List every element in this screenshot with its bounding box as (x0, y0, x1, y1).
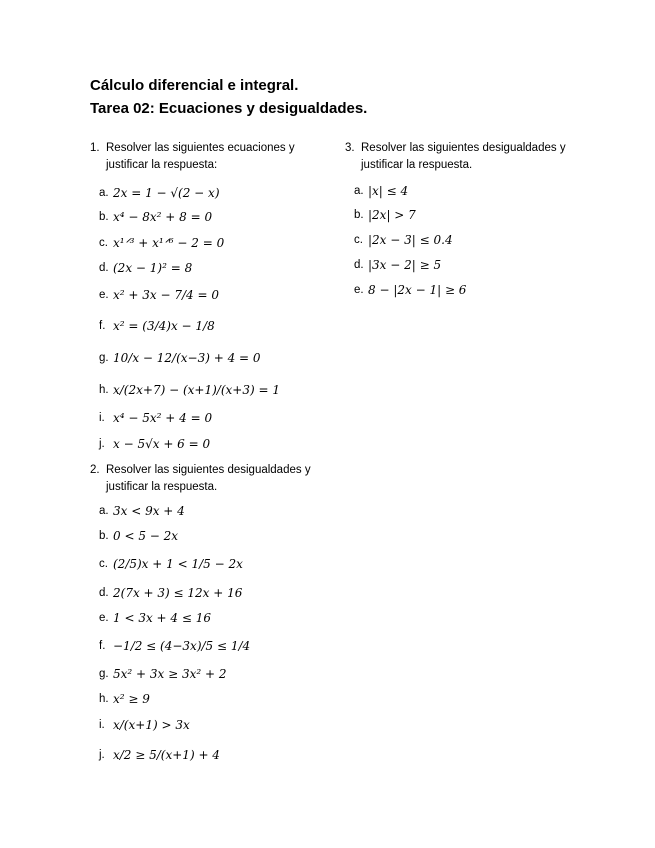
section-2-heading (90, 462, 315, 496)
item-letter: a. (99, 187, 109, 199)
section-1 (90, 140, 315, 451)
list-item (354, 279, 466, 301)
section-1-number: 1. (90, 142, 100, 154)
item-letter: c. (354, 234, 363, 246)
list-item (354, 204, 416, 226)
item-letter: g. (99, 668, 109, 680)
item-expression: 10/x − 12/(x−3) + 4 = 0 (113, 351, 261, 365)
item-expression: 0 < 5 − 2x (113, 529, 179, 543)
item-expression: 1 < 3x + 4 ≤ 16 (113, 611, 211, 625)
item-expression: x/(x+1) > 3x (113, 718, 190, 732)
list-item (99, 182, 220, 204)
item-expression: (2/5)x + 1 < 1/5 − 2x (113, 557, 243, 571)
list-item (354, 229, 453, 251)
list-item (99, 553, 243, 575)
list-item (99, 607, 211, 629)
list-item (99, 525, 178, 547)
item-letter: e. (99, 612, 109, 624)
item-expression: 2(7x + 3) ≤ 12x + 16 (113, 586, 243, 600)
item-expression: −1/2 ≤ (4−3x)/5 ≤ 1/4 (113, 639, 251, 653)
item-letter: i. (99, 719, 105, 731)
item-letter: i. (99, 412, 105, 424)
list-item (99, 663, 227, 685)
section-1-instruction: Resolver las siguientes ecuaciones y justificar la respuesta: (106, 142, 295, 171)
list-item (99, 284, 219, 306)
item-expression: |2x| > 7 (368, 208, 416, 222)
item-letter: c. (99, 558, 108, 570)
item-expression: x⁴ − 5x² + 4 = 0 (113, 411, 213, 425)
item-letter: b. (99, 211, 109, 223)
item-letter: a. (99, 505, 109, 517)
list-item (354, 254, 441, 276)
list-item (99, 347, 261, 369)
item-expression: x² + 3x − 7/4 = 0 (113, 288, 219, 302)
list-item (99, 257, 192, 279)
section-2-number: 2. (90, 464, 100, 476)
section-3-number: 3. (345, 142, 355, 154)
item-letter: d. (99, 262, 109, 274)
section-2 (90, 462, 315, 762)
item-letter: a. (354, 185, 364, 197)
list-item (99, 688, 150, 710)
item-letter: d. (354, 259, 364, 271)
list-item (99, 500, 185, 522)
item-letter: b. (99, 530, 109, 542)
section-3-heading (345, 140, 570, 174)
item-expression: 2x = 1 − √(2 − x) (113, 186, 220, 200)
item-expression: (2x − 1)² = 8 (113, 261, 193, 275)
item-expression: x/(2x+7) − (x+1)/(x+3) = 1 (113, 383, 280, 397)
item-expression: |3x − 2| ≥ 5 (368, 258, 442, 272)
section-2-instruction: Resolver las siguientes desigualdades y justificar la respuesta. (106, 464, 311, 493)
item-expression: 8 − |2x − 1| ≥ 6 (368, 283, 467, 297)
list-item (99, 407, 212, 429)
item-expression: x² ≥ 9 (113, 692, 150, 706)
item-letter: b. (354, 209, 364, 221)
list-item (99, 635, 250, 657)
item-expression: x¹ᐟ³ + x¹ᐟ⁶ − 2 = 0 (113, 236, 225, 250)
list-item (99, 232, 224, 254)
item-expression: |2x − 3| ≤ 0.4 (368, 233, 453, 247)
item-letter: d. (99, 587, 109, 599)
section-3-instruction: Resolver las siguientes desigualdades y justificar la respuesta. (361, 142, 566, 171)
item-letter: h. (99, 693, 109, 705)
item-letter: j. (99, 438, 105, 450)
list-item (99, 379, 280, 401)
item-expression: x/2 ≥ 5/(x+1) + 4 (113, 748, 220, 762)
list-item (99, 433, 210, 455)
item-letter: h. (99, 384, 109, 396)
item-letter: g. (99, 352, 109, 364)
page-title: Cálculo diferencial e integral. (90, 77, 299, 94)
list-item (99, 714, 190, 736)
section-3 (345, 140, 570, 297)
list-item (99, 582, 242, 604)
list-item (99, 744, 220, 766)
item-letter: f. (99, 640, 106, 652)
item-expression: |x| ≤ 4 (368, 184, 409, 198)
item-letter: f. (99, 320, 106, 332)
page-subtitle: Tarea 02: Ecuaciones y desigualdades. (90, 100, 368, 117)
item-expression: x − 5√x + 6 = 0 (113, 437, 211, 451)
list-item (99, 315, 215, 337)
item-letter: e. (99, 289, 109, 301)
item-expression: 3x < 9x + 4 (113, 504, 185, 518)
section-1-heading (90, 140, 315, 174)
item-letter: c. (99, 237, 108, 249)
list-item (354, 180, 408, 202)
item-expression: 5x² + 3x ≥ 3x² + 2 (113, 667, 227, 681)
list-item (99, 206, 212, 228)
item-expression: x⁴ − 8x² + 8 = 0 (113, 210, 213, 224)
item-letter: j. (99, 749, 105, 761)
item-expression: x² = (3/4)x − 1/8 (113, 319, 215, 333)
item-letter: e. (354, 284, 364, 296)
